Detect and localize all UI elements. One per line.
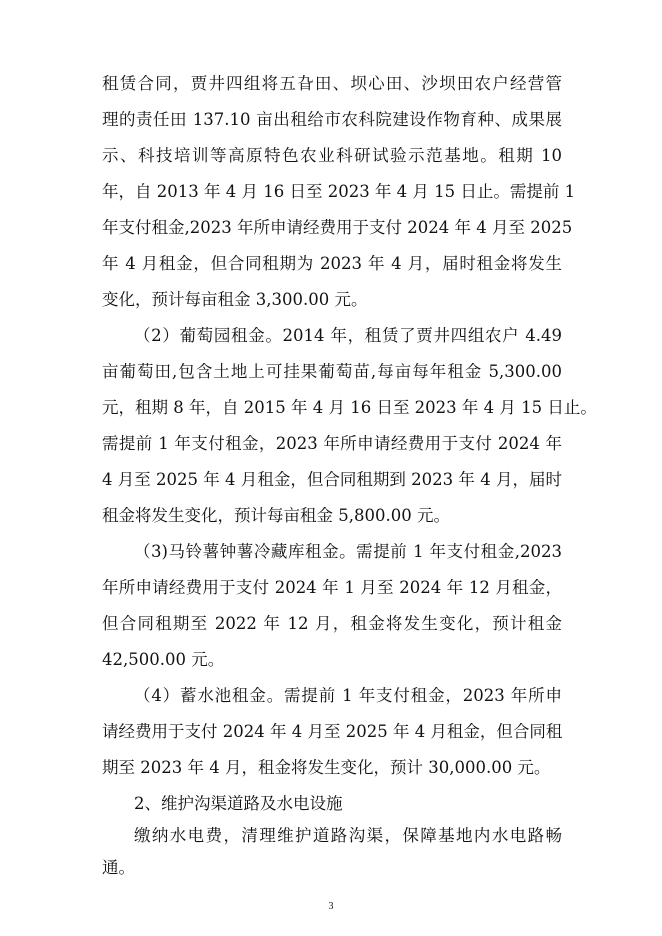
body-text-line: 亩葡萄田,包含土地上可挂果葡萄苗,每亩每年租金 5,300.00 (102, 362, 562, 381)
body-text-line: 42,500.00 元。 (102, 650, 225, 669)
page-number: 3 (328, 901, 334, 912)
paragraph-heading-reservoir-rent: （4）蓄水池租金。需提前 1 年支付租金，2023 年所申 (134, 686, 562, 705)
body-text-line: 通。 (102, 858, 135, 877)
body-text-line: 请经费用于支付 2024 年 4 月至 2025 年 4 月租金，但合同租 (102, 722, 563, 741)
body-text-line: 示、科技培训等高原特色农业科研试验示范基地。租期 10 (102, 146, 562, 165)
body-text-line: 变化，预计每亩租金 3,300.00 元。 (102, 290, 368, 309)
body-text-line: 理的责任田 137.10 亩出租给市农科院建设作物育种、成果展 (102, 110, 562, 129)
body-text-line: 需提前 1 年支付租金，2023 年所申请经费用于支付 2024 年 (102, 434, 562, 453)
body-text-line: 4 月至 2025 年 4 月租金，但合同租期到 2023 年 4 月，届时 (102, 470, 562, 489)
body-text-line: 但合同租期至 2022 年 12 月，租金将发生变化，预计租金 (102, 614, 562, 633)
body-text-line: 年 4 月租金，但合同租期为 2023 年 4 月，届时租金将发生 (102, 254, 562, 273)
body-text-line: 元，租期 8 年，自 2015 年 4 月 16 日至 2023 年 4 月 15 日止。 (102, 398, 597, 417)
body-text-line: 年，自 2013 年 4 月 16 日至 2023 年 4 月 15 日止。需提前 1 (102, 182, 576, 201)
body-text-line: 年所申请经费用于支付 2024 年 1 月至 2024 年 12 月租金， (102, 578, 562, 597)
body-text-line: 租金将发生变化，预计每亩租金 5,800.00 元。 (102, 506, 450, 525)
body-text-line: 租赁合同，贾井四组将五旮田、坝心田、沙坝田农户经营管 (102, 74, 562, 93)
body-text-line: 年支付租金,2023 年所申请经费用于支付 2024 年 4 月至 2025 (102, 218, 573, 237)
section-heading-maintenance: 2、维护沟渠道路及水电设施 (134, 794, 343, 813)
body-text-line: 缴纳水电费，清理维护道路沟渠，保障基地内水电路畅 (134, 826, 562, 845)
body-text-line: 期至 2023 年 4 月，租金将发生变化，预计 30,000.00 元。 (102, 758, 551, 777)
paragraph-heading-cold-storage-rent: （3)马铃薯钟薯冷藏库租金。需提前 1 年支付租金,2023 (134, 542, 562, 561)
paragraph-heading-vineyard-rent: （2）葡萄园租金。2014 年，租赁了贾井四组农户 4.49 (134, 326, 562, 345)
